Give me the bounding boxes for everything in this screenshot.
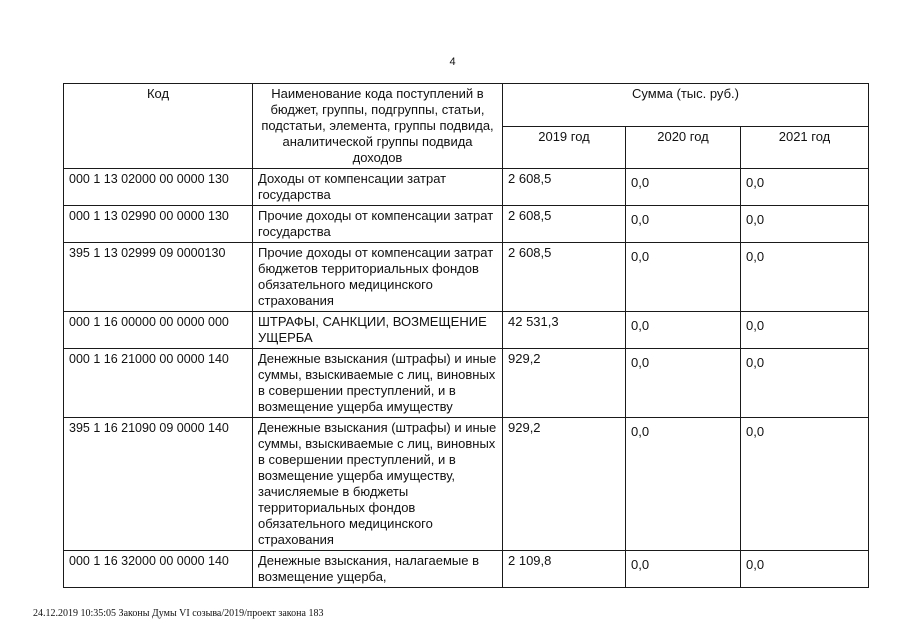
row-name: Доходы от компенсации затрат государства xyxy=(253,169,503,206)
row-value-2019: 2 608,5 xyxy=(503,243,626,312)
table-row xyxy=(64,349,869,418)
row-value-2019: 2 608,5 xyxy=(503,206,626,243)
row-value-2020: 0,0 xyxy=(626,169,741,206)
row-value-2021: 0,0 xyxy=(741,349,869,418)
row-value-2021: 0,0 xyxy=(741,551,869,588)
row-code: 395 1 13 02999 09 0000130 xyxy=(64,243,253,312)
header-year-2020: 2020 год xyxy=(626,126,741,169)
table-row xyxy=(64,551,869,588)
table-row xyxy=(64,418,869,551)
row-name: Прочие доходы от компенсации затрат государства xyxy=(253,206,503,243)
row-name: ШТРАФЫ, САНКЦИИ, ВОЗМЕЩЕНИЕ УЩЕРБА xyxy=(253,312,503,349)
row-value-2021: 0,0 xyxy=(741,418,869,551)
header-code: Код xyxy=(64,84,253,169)
row-code: 000 1 16 21000 00 0000 140 xyxy=(64,349,253,418)
row-value-2019: 2 608,5 xyxy=(503,169,626,206)
row-name: Прочие доходы от компенсации затрат бюджетов территориальных фондов обязательного медицинского страхования xyxy=(253,243,503,312)
row-value-2020: 0,0 xyxy=(626,418,741,551)
page-number: 4 xyxy=(449,56,456,68)
row-value-2021: 0,0 xyxy=(741,206,869,243)
row-name: Денежные взыскания (штрафы) и иные суммы, взыскиваемые с лиц, виновных в совершении преступлений, и в возмещение ущерба имуществу xyxy=(253,349,503,418)
revenue-table xyxy=(63,83,869,588)
row-value-2019: 42 531,3 xyxy=(503,312,626,349)
row-value-2021: 0,0 xyxy=(741,169,869,206)
row-value-2020: 0,0 xyxy=(626,206,741,243)
table-row xyxy=(64,169,869,206)
row-value-2020: 0,0 xyxy=(626,312,741,349)
row-code: 000 1 16 32000 00 0000 140 xyxy=(64,551,253,588)
row-name: Денежные взыскания (штрафы) и иные суммы, взыскиваемые с лиц, виновных в совершении преступлений, и в возмещение ущерба имуществу, зачисляемые в бюджеты территориальных фондов обязательного медицинского страхования xyxy=(253,418,503,551)
row-value-2021: 0,0 xyxy=(741,312,869,349)
header-sum: Сумма (тыс. руб.) xyxy=(503,84,869,127)
row-value-2021: 0,0 xyxy=(741,243,869,312)
table-row xyxy=(64,312,869,349)
row-code: 000 1 16 00000 00 0000 000 xyxy=(64,312,253,349)
row-code: 000 1 13 02000 00 0000 130 xyxy=(64,169,253,206)
table-row xyxy=(64,243,869,312)
header-year-2019: 2019 год xyxy=(503,126,626,169)
table-row xyxy=(64,206,869,243)
row-value-2019: 2 109,8 xyxy=(503,551,626,588)
row-value-2019: 929,2 xyxy=(503,349,626,418)
row-value-2019: 929,2 xyxy=(503,418,626,551)
header-year-2021: 2021 год xyxy=(741,126,869,169)
row-value-2020: 0,0 xyxy=(626,243,741,312)
header-name: Наименование кода поступлений в бюджет, группы, подгруппы, статьи, подстатьи, элемента, группы подвида, аналитической группы подвида доходов xyxy=(253,84,503,169)
row-name: Денежные взыскания, налагаемые в возмещение ущерба, xyxy=(253,551,503,588)
row-code: 000 1 13 02990 00 0000 130 xyxy=(64,206,253,243)
document-footer: 24.12.2019 10:35:05 Законы Думы VI созыва/2019/проект закона 183 xyxy=(33,608,324,619)
row-code: 395 1 16 21090 09 0000 140 xyxy=(64,418,253,551)
row-value-2020: 0,0 xyxy=(626,349,741,418)
row-value-2020: 0,0 xyxy=(626,551,741,588)
